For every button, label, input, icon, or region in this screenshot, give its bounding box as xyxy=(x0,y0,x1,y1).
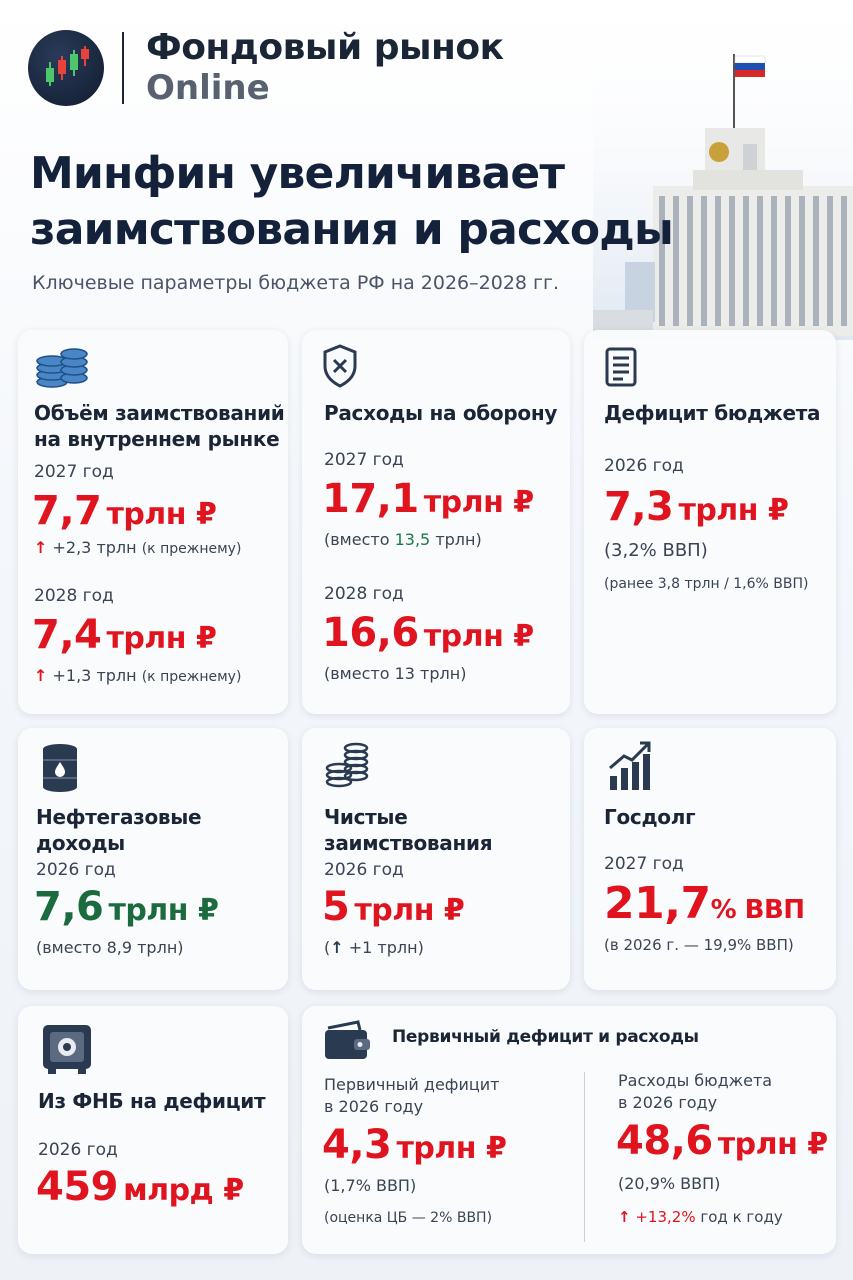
primary-deficit-label xyxy=(324,1074,499,1118)
delta-remark: (к прежнему) xyxy=(141,669,242,685)
card-title xyxy=(34,400,285,452)
arrow-up-icon: ↑ xyxy=(34,666,48,685)
coins-icon xyxy=(324,742,370,790)
replacement-note: (вместо 13 трлн) xyxy=(324,664,467,683)
value-unit: трлн ₽ xyxy=(423,485,534,520)
arrow-up-icon: ↑ xyxy=(330,938,344,957)
value-number: 21,7 xyxy=(604,878,711,929)
value-unit: трлн ₽ xyxy=(106,497,217,532)
card-public-debt xyxy=(584,728,836,990)
card-title-line2: на внутреннем рынке xyxy=(34,427,280,451)
net-borrowing-value xyxy=(322,884,464,930)
card-domestic-borrowing xyxy=(18,330,288,714)
gdp-share-note: (20,9% ВВП) xyxy=(618,1174,721,1193)
previous-year-note: (в 2026 г. — 19,9% ВВП) xyxy=(604,936,794,954)
growth-chart-icon xyxy=(606,740,654,792)
year-label: 2027 год xyxy=(324,450,404,470)
year-label: 2026 год xyxy=(604,456,684,476)
cbr-estimate-note: (оценка ЦБ — 2% ВВП) xyxy=(324,1210,493,1226)
deficit-value xyxy=(604,484,788,530)
replacement-note xyxy=(324,530,482,549)
budget-spending-value xyxy=(616,1118,828,1164)
year-label: 2028 год xyxy=(324,584,404,604)
card-oil-gas-revenue xyxy=(18,728,288,990)
value-number: 7,3 xyxy=(604,484,674,530)
card-defense-spending xyxy=(302,330,570,714)
value-unit: трлн ₽ xyxy=(396,1131,507,1166)
year-label: 2026 год xyxy=(324,860,404,880)
card-title-line1: Объём заимствований xyxy=(34,401,285,425)
gdp-share-note: (3,2% ВВП) xyxy=(604,540,708,561)
card-title: Первичный дефицит и расходы xyxy=(392,1027,699,1047)
page-title-line1: Минфин увеличивает xyxy=(30,148,565,199)
note-prefix: ( xyxy=(324,938,331,957)
card-title: Госдолг xyxy=(604,805,696,829)
wallet-icon xyxy=(322,1020,372,1062)
document-icon xyxy=(604,346,638,388)
value-number: 16,6 xyxy=(322,610,419,656)
page-title-line2: заимствования и расходы xyxy=(30,204,673,255)
card-title: Чистые заимствования xyxy=(324,805,493,855)
year-label: 2026 год xyxy=(38,1140,118,1160)
delta-remark: (к прежнему) xyxy=(141,541,242,557)
growth-suffix: год к году xyxy=(700,1208,783,1226)
label-line1: Первичный дефицит xyxy=(324,1075,500,1094)
page-subtitle: Ключевые параметры бюджета РФ на 2026–2028 гг. xyxy=(32,272,560,294)
safe-icon xyxy=(40,1022,94,1076)
value-unit: % ВВП xyxy=(710,895,805,925)
note-value: +1 трлн) xyxy=(348,938,424,957)
delta-value: +1,3 трлн xyxy=(52,666,137,685)
year-label: 2027 год xyxy=(604,854,684,874)
value-number: 48,6 xyxy=(616,1118,713,1164)
value-unit: трлн ₽ xyxy=(423,619,534,654)
card-title: Нефтегазовые доходы xyxy=(36,805,202,855)
label-line2: в 2026 году xyxy=(618,1093,718,1112)
brand-header xyxy=(28,28,504,108)
value-unit: трлн ₽ xyxy=(717,1127,828,1162)
note-prefix: (вместо xyxy=(324,530,390,549)
card-primary-deficit-spending xyxy=(302,1006,836,1254)
arrow-up-icon: ↑ xyxy=(618,1208,631,1226)
value-number: 17,1 xyxy=(322,476,419,522)
card-title: Расходы на оборону xyxy=(324,401,558,425)
value-unit: трлн ₽ xyxy=(108,893,219,928)
value-number: 459 xyxy=(36,1164,118,1210)
year-label: 2027 год xyxy=(34,462,114,482)
value-2028 xyxy=(32,612,216,658)
note-value: 13,5 xyxy=(394,530,431,549)
value-2027 xyxy=(322,476,534,522)
card-title: Дефицит бюджета xyxy=(604,401,821,425)
logo-divider xyxy=(122,32,124,104)
value-number: 7,6 xyxy=(34,884,104,930)
arrow-up-icon: ↑ xyxy=(34,538,48,557)
delta-value: +2,3 трлн xyxy=(52,538,137,557)
coin-stack-icon xyxy=(34,340,90,390)
value-unit: трлн ₽ xyxy=(678,493,789,528)
value-unit: млрд ₽ xyxy=(123,1173,244,1208)
replacement-note: (вместо 8,9 трлн) xyxy=(36,938,184,957)
card-net-borrowing xyxy=(302,728,570,990)
brand-name-bottom: Online xyxy=(146,68,270,108)
year-label: 2028 год xyxy=(34,586,114,606)
label-line2: в 2026 году xyxy=(324,1097,424,1116)
primary-deficit-value xyxy=(322,1122,506,1168)
nwf-value xyxy=(36,1164,244,1210)
previous-estimate-note: (ранее 3,8 трлн / 1,6% ВВП) xyxy=(604,576,809,592)
debt-value xyxy=(604,878,805,929)
value-2027 xyxy=(32,488,216,534)
shield-icon xyxy=(322,344,358,388)
column-divider xyxy=(584,1072,585,1242)
oil-barrel-icon xyxy=(40,742,80,794)
note-suffix: трлн) xyxy=(435,530,482,549)
growth-value: +13,2% xyxy=(635,1208,696,1226)
delta-note xyxy=(34,538,241,557)
delta-note xyxy=(324,938,424,957)
card-title: Из ФНБ на дефицит xyxy=(38,1089,266,1113)
page-title xyxy=(30,146,673,258)
value-number: 7,4 xyxy=(32,612,102,658)
delta-note xyxy=(34,666,241,685)
card-budget-deficit xyxy=(584,330,836,714)
oil-gas-value xyxy=(34,884,218,930)
yoy-growth-note xyxy=(618,1208,783,1226)
value-number: 5 xyxy=(322,884,350,930)
brand-name xyxy=(146,28,504,108)
value-number: 4,3 xyxy=(322,1122,392,1168)
year-label: 2026 год xyxy=(36,860,116,880)
gdp-share-note: (1,7% ВВП) xyxy=(324,1176,417,1195)
brand-name-top: Фондовый рынок xyxy=(146,27,504,68)
budget-spending-label xyxy=(618,1070,772,1114)
value-number: 7,7 xyxy=(32,488,102,534)
value-unit: трлн ₽ xyxy=(106,621,217,656)
label-line1: Расходы бюджета xyxy=(618,1071,773,1090)
candlestick-chart-icon xyxy=(28,30,104,106)
value-unit: трлн ₽ xyxy=(354,893,465,928)
card-nwf-deficit xyxy=(18,1006,288,1254)
value-2028 xyxy=(322,610,534,656)
